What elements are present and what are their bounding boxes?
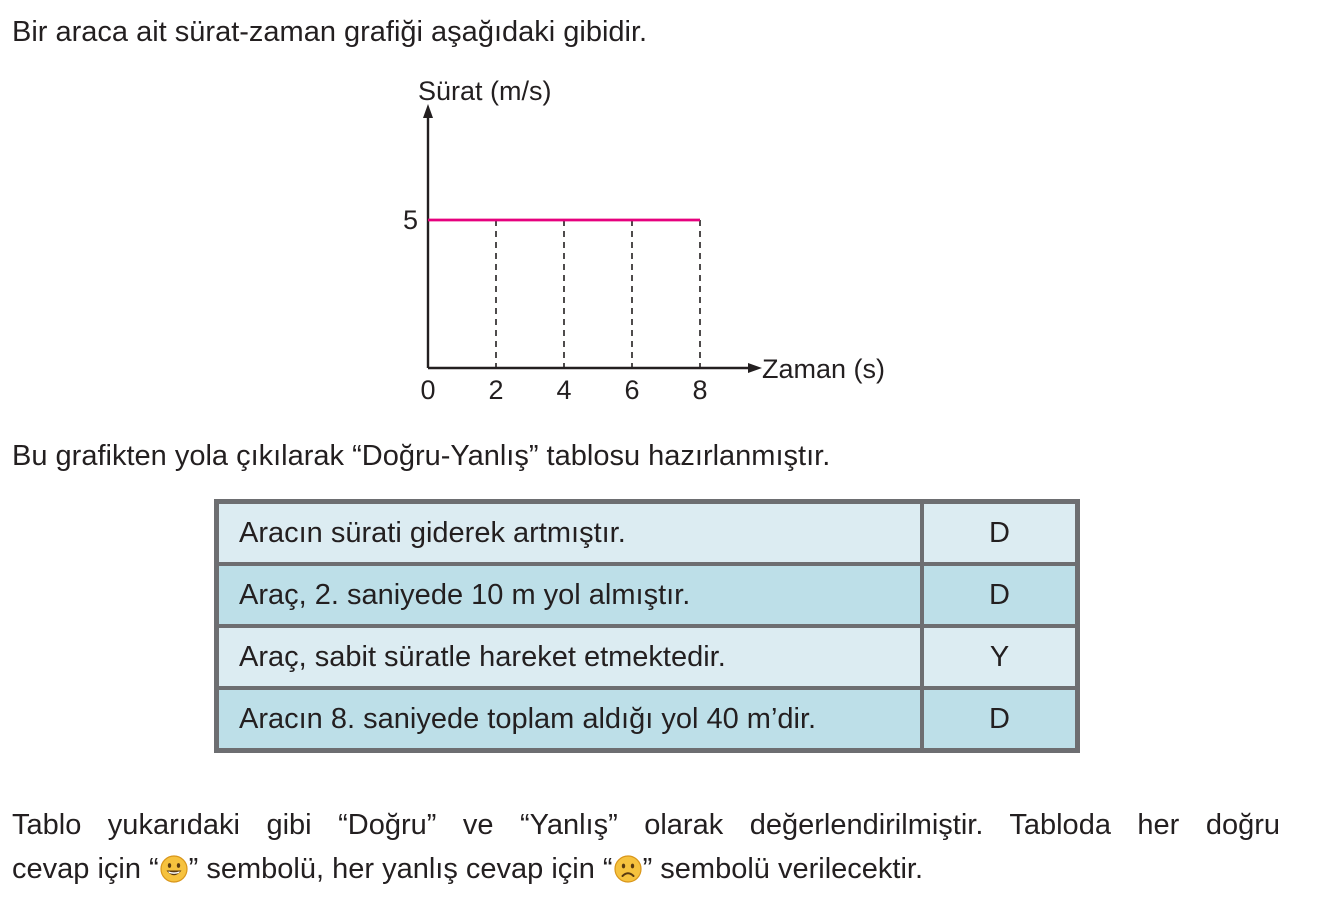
x-tick-label: 2 [488, 375, 504, 405]
true-false-table [214, 499, 1080, 753]
conclusion-line-2 [12, 847, 1280, 891]
table-row [217, 626, 1077, 688]
y-axis-arrow [423, 104, 433, 118]
lead-text: Bu grafikten yola çıkılarak “Doğru-Yanlış” tablosu hazırlanmıştır. [12, 440, 831, 472]
y-axis-label: Sürat (m/s) [418, 76, 552, 106]
answer-cell: D [922, 688, 1077, 750]
chart-grid [496, 220, 700, 368]
table-row [217, 688, 1077, 750]
answer-cell: D [922, 564, 1077, 626]
statement-cell: Araç, 2. saniyede 10 m yol almıştır. [217, 564, 922, 626]
conclusion-text-c: ” sembolü verilecektir. [642, 853, 924, 885]
frowning-face-icon [613, 854, 643, 884]
speed-time-chart [380, 70, 910, 410]
x-axis-arrow [748, 363, 762, 373]
smiling-face-icon [159, 854, 189, 884]
chart-ticks [403, 205, 708, 405]
conclusion-text-a: cevap için “ [12, 853, 159, 885]
table-row [217, 564, 1077, 626]
chart-axes [423, 104, 762, 373]
table-row [217, 502, 1077, 564]
statement-cell: Aracın sürati giderek artmıştır. [217, 502, 922, 564]
conclusion-paragraph [12, 803, 1280, 891]
y-tick-label: 5 [402, 205, 418, 235]
statement-cell: Araç, sabit süratle hareket etmektedir. [217, 626, 922, 688]
answer-cell: Y [922, 626, 1077, 688]
x-tick-label: 4 [556, 375, 572, 405]
x-tick-label: 8 [692, 375, 708, 405]
conclusion-line-1: Tablo yukarıdaki gibi “Doğru” ve “Yanlış” olarak değerlendirilmiştir. Tabloda her doğru [12, 809, 1280, 841]
statement-cell: Aracın 8. saniyede toplam aldığı yol 40 m’dir. [217, 688, 922, 750]
intro-text: Bir araca ait sürat-zaman grafiği aşağıdaki gibidir. [12, 16, 648, 48]
answer-cell: D [922, 502, 1077, 564]
x-tick-label: 6 [624, 375, 640, 405]
conclusion-text-b: ” sembolü, her yanlış cevap için “ [188, 853, 613, 885]
x-axis-label: Zaman (s) [762, 354, 886, 384]
x-tick-label: 0 [420, 375, 436, 405]
